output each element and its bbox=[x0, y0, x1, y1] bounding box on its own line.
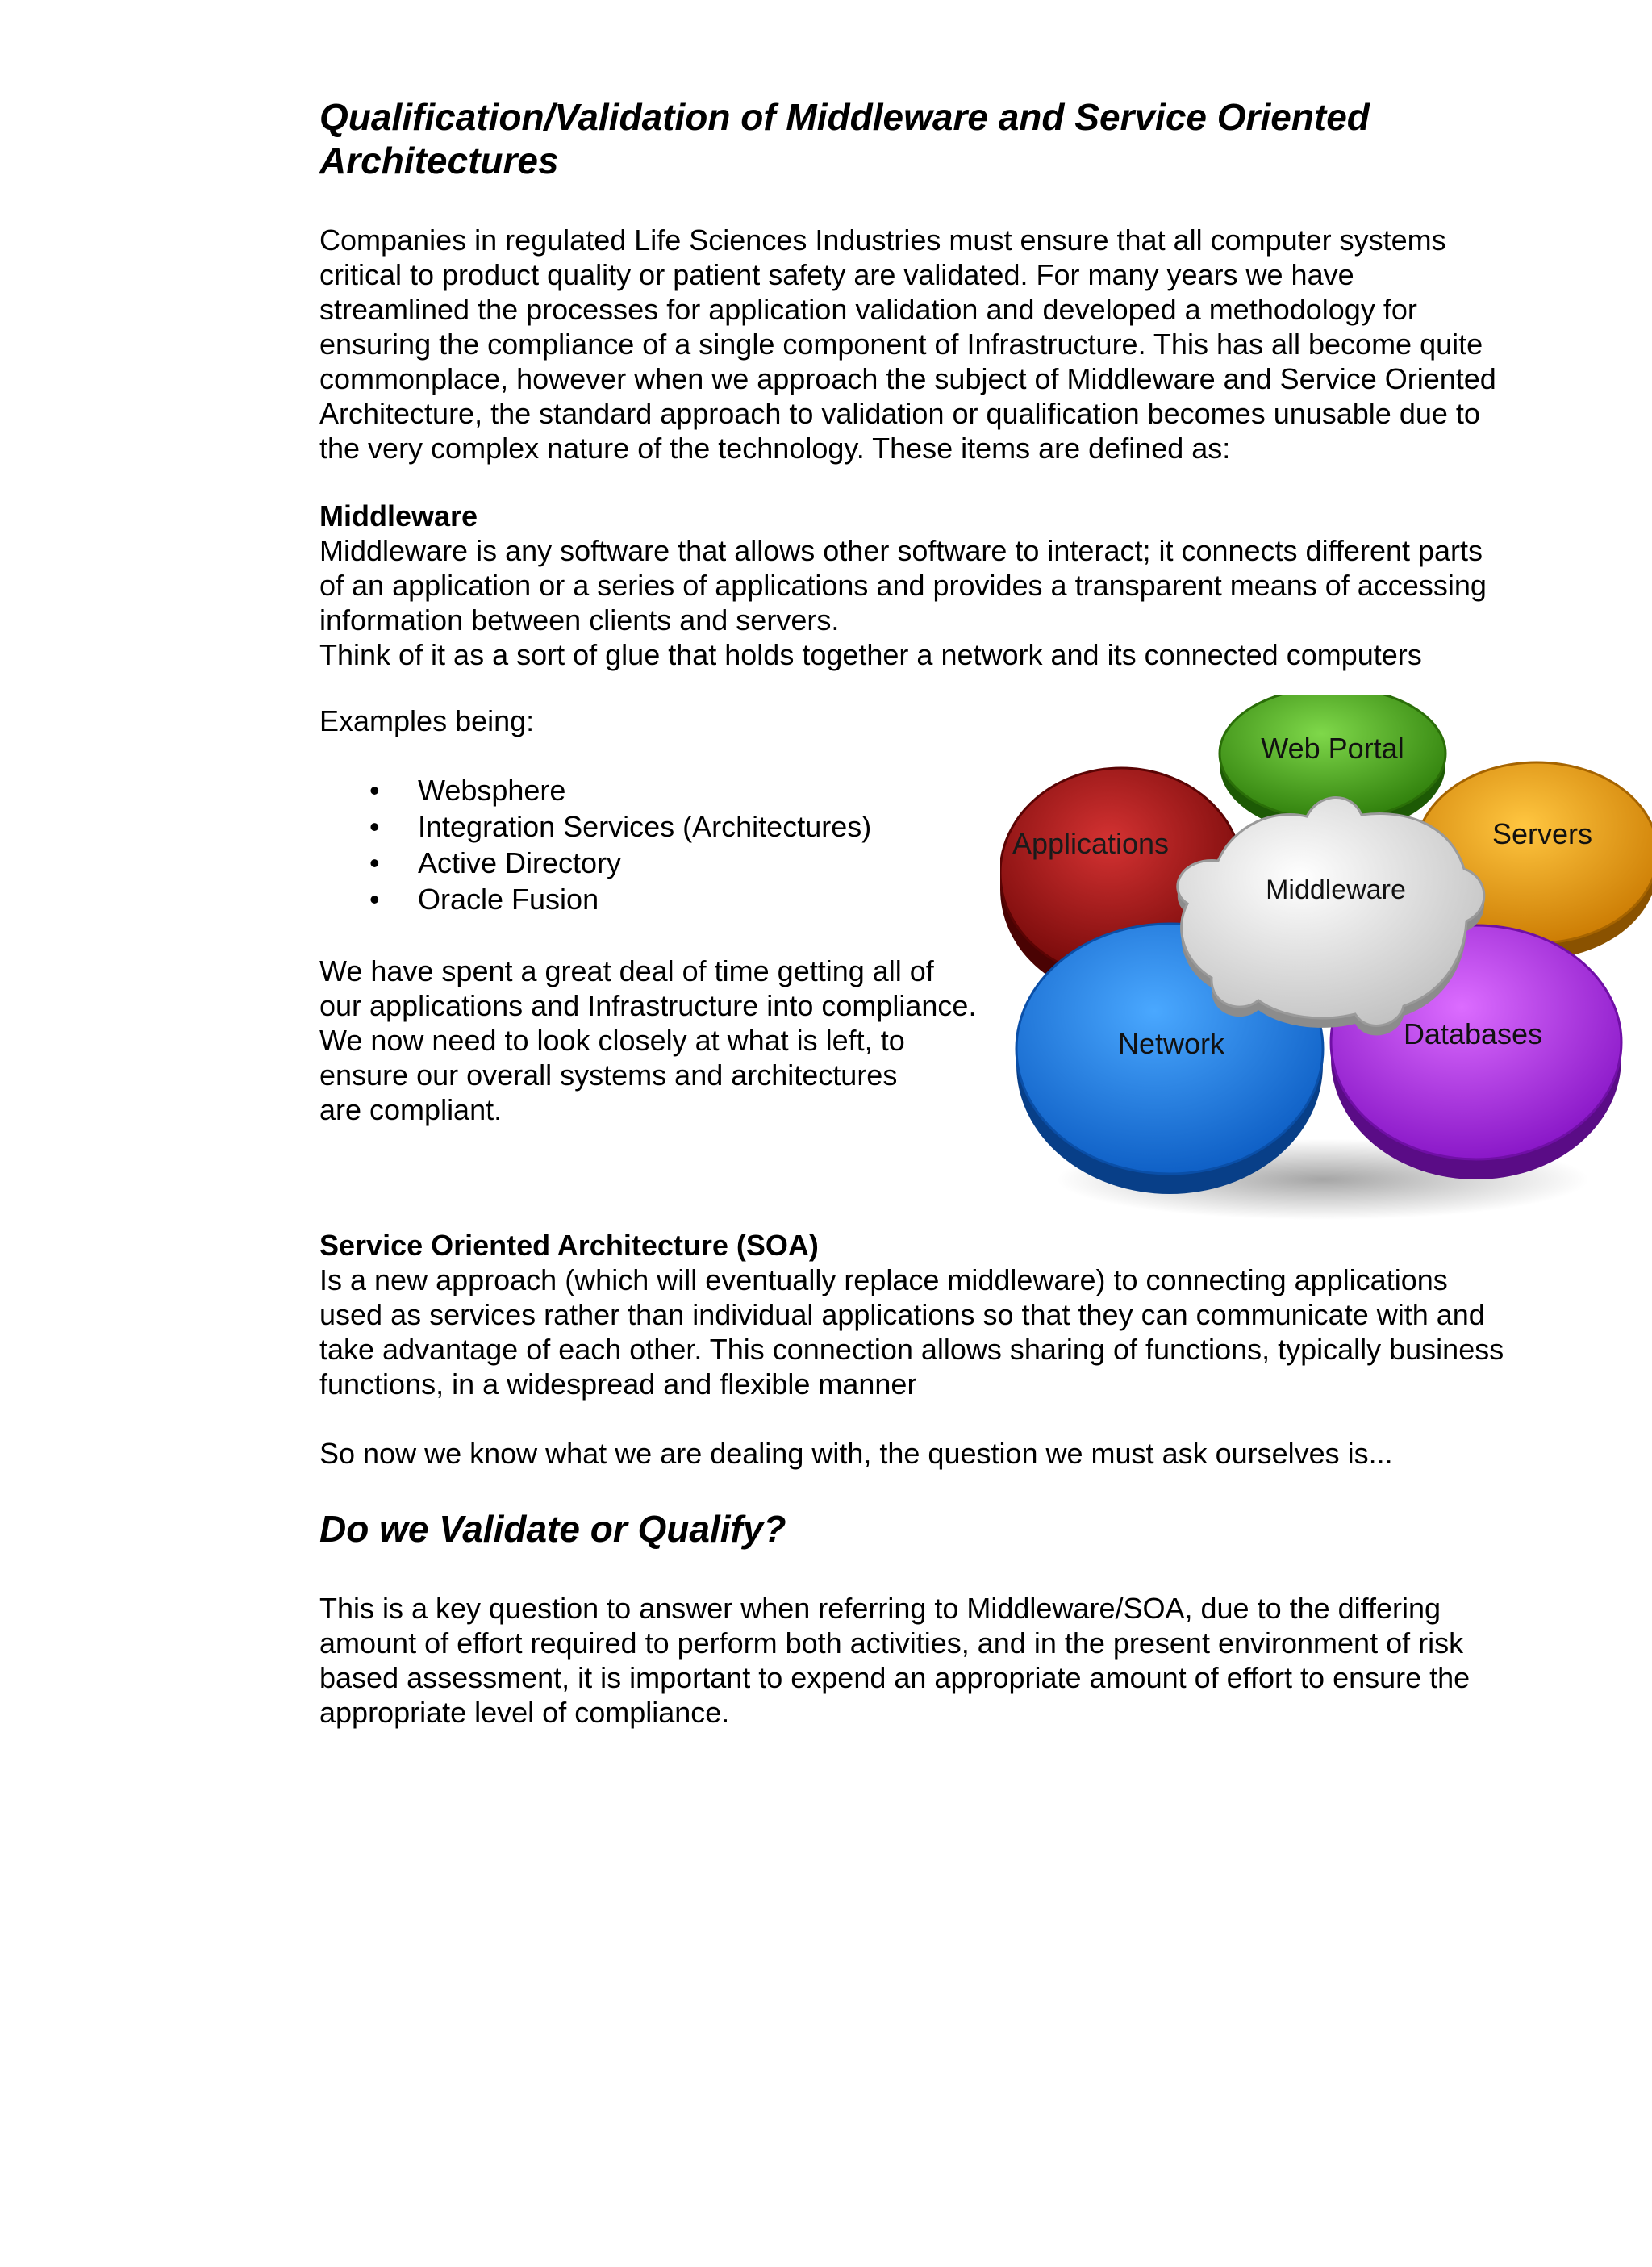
middleware-center-label: Middleware bbox=[1266, 875, 1406, 905]
intro-line: Companies in regulated Life Sciences Industries must ensure that all computer systems bbox=[319, 223, 1446, 257]
examples-list bbox=[319, 772, 871, 917]
intro-line: Architecture, the standard approach to validation or qualification becomes unusable due to bbox=[319, 397, 1480, 430]
middleware-section bbox=[319, 499, 1487, 672]
soa-line: used as services rather than individual applications so that they can communicate with and bbox=[319, 1298, 1485, 1331]
soa-heading: Service Oriented Architecture (SOA) bbox=[319, 1229, 819, 1262]
validate-qualify-paragraph bbox=[319, 1591, 1470, 1730]
intro-paragraph bbox=[319, 223, 1496, 466]
soa-line: take advantage of each other. This connection allows sharing of functions, typically business bbox=[319, 1333, 1504, 1366]
list-item-text: Active Directory bbox=[418, 846, 622, 879]
title-line-1: Qualification/Validation of Middleware and Service Oriented bbox=[319, 96, 1370, 138]
title-line-2: Architectures bbox=[319, 140, 559, 182]
soa-closing bbox=[319, 1436, 1393, 1471]
list-item-text: Integration Services (Architectures) bbox=[418, 810, 872, 843]
middleware-line: of an application or a series of applications and provides a transparent means of accessing bbox=[319, 569, 1487, 602]
list-item-text: Websphere bbox=[418, 774, 566, 807]
intro-line: critical to product quality or patient safety are validated. For many years we have bbox=[319, 258, 1354, 291]
compliance-line: We have spent a great deal of time getting all of bbox=[319, 954, 934, 987]
intro-line: the very complex nature of the technology. These items are defined as: bbox=[319, 432, 1231, 465]
list-item bbox=[319, 881, 871, 917]
servers-label: Servers bbox=[1491, 817, 1593, 850]
soa-closing-text: So now we know what we are dealing with, the question we must ask ourselves is... bbox=[319, 1437, 1393, 1470]
list-item-text: Oracle Fusion bbox=[418, 883, 599, 916]
soa-line: Is a new approach (which will eventually replace middleware) to connecting applications bbox=[319, 1263, 1448, 1296]
document-title bbox=[319, 95, 1594, 182]
section2-line: amount of effort required to perform both activities, and in the present environment of risk bbox=[319, 1626, 1464, 1660]
intro-line: commonplace, however when we approach the subject of Middleware and Service Oriented bbox=[319, 362, 1496, 395]
middleware-line: information between clients and servers. bbox=[319, 603, 840, 637]
middleware-puzzle-diagram bbox=[1000, 695, 1652, 1228]
list-item bbox=[319, 808, 871, 845]
databases-label: Databases bbox=[1403, 1017, 1543, 1050]
bullet-icon: • bbox=[369, 810, 380, 843]
soa-section bbox=[319, 1228, 1504, 1401]
list-item bbox=[319, 772, 871, 808]
compliance-line: are compliant. bbox=[319, 1093, 503, 1126]
middleware-line: Middleware is any software that allows other software to interact; it connects different parts bbox=[319, 534, 1483, 567]
list-item bbox=[319, 845, 871, 881]
bullet-icon: • bbox=[369, 846, 380, 879]
section2-line: based assessment, it is important to expend an appropriate amount of effort to ensure the bbox=[319, 1661, 1471, 1694]
examples-label-text: Examples being: bbox=[319, 704, 535, 737]
compliance-line: ensure our overall systems and architectures bbox=[319, 1058, 898, 1092]
compliance-paragraph bbox=[319, 954, 976, 1127]
compliance-line: our applications and Infrastructure into compliance. bbox=[319, 989, 977, 1022]
soa-line: functions, in a widespread and flexible manner bbox=[319, 1367, 917, 1401]
middleware-line: Think of it as a sort of glue that holds together a network and its connected computers bbox=[319, 638, 1422, 671]
section2-line: This is a key question to answer when referring to Middleware/SOA, due to the differing bbox=[319, 1592, 1441, 1625]
applications-label: Applications bbox=[1012, 827, 1170, 860]
intro-line: streamlined the processes for application validation and developed a methodology for bbox=[319, 293, 1417, 326]
bullet-icon: • bbox=[369, 774, 380, 807]
bullet-icon: • bbox=[369, 883, 380, 916]
intro-line: ensuring the compliance of a single component of Infrastructure. This has all become quite bbox=[319, 328, 1483, 361]
examples-label bbox=[319, 703, 534, 738]
section2-line: appropriate level of compliance. bbox=[319, 1696, 730, 1729]
compliance-line: We now need to look closely at what is left, to bbox=[319, 1024, 905, 1057]
section-heading-validate-or-qualify: Do we Validate or Qualify? bbox=[319, 1508, 786, 1550]
middleware-heading: Middleware bbox=[319, 499, 478, 532]
web-portal-label: Web Portal bbox=[1261, 732, 1404, 765]
network-label: Network bbox=[1117, 1027, 1225, 1060]
